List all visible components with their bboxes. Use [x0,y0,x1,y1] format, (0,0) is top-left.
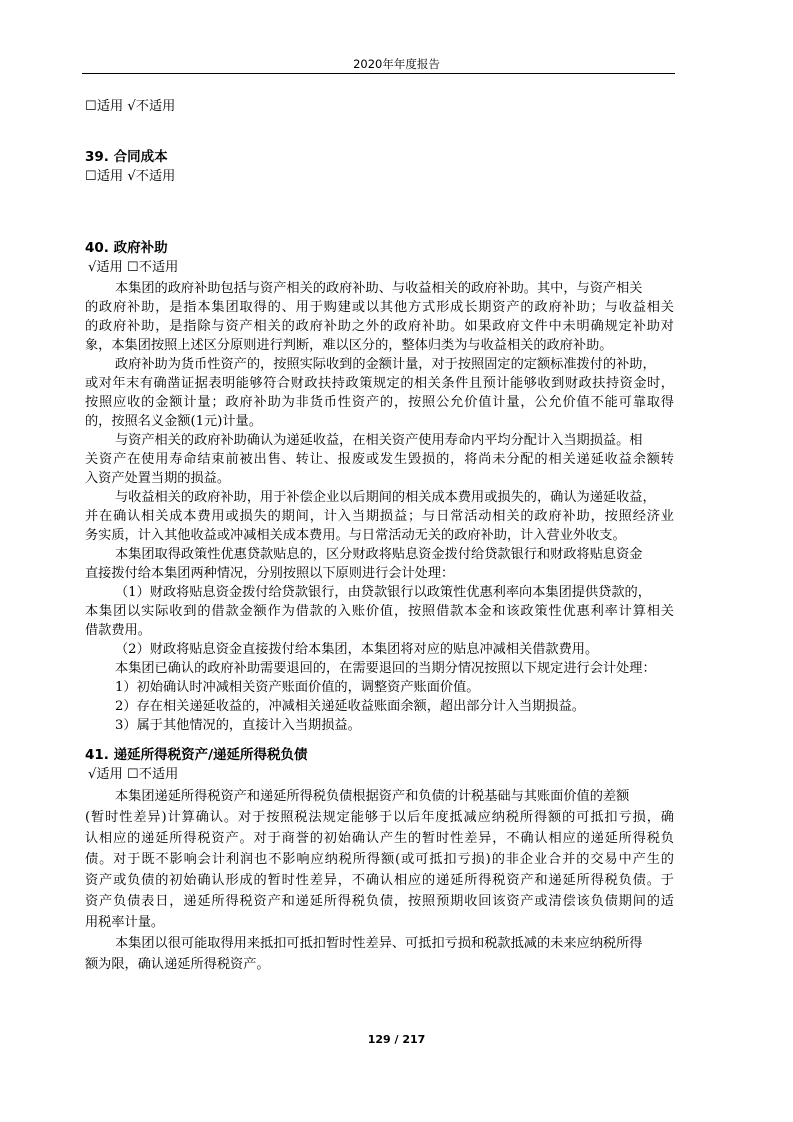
paragraph-line: 债。对于既不影响会计利润也不影响应纳税所得额(或可抵扣亏损)的非企业合并的交易中产生的 [85,852,674,867]
applicability-line: √适用 ☐不适用 [88,767,179,782]
paragraph-line: 的，按照名义金额(1元)计量。 [85,414,262,429]
paragraph-line: 资产负债表日，递延所得税资产和递延所得税负债，按照预期收回该资产或清偿该负债期间的适 [85,894,674,909]
section-heading-41: 41. 递延所得税资产/递延所得税负债 [85,747,308,763]
paragraph-line: 本集团已确认的政府补助需要退回的，在需要退回的当期分情况按照以下规定进行会计处理： [115,661,656,676]
applicability-line: ☐适用 √不适用 [85,99,176,114]
paragraph-line: 认相应的递延所得税资产。对于商誉的初始确认产生的暂时性差异，不确认相应的递延所得税负 [85,831,674,846]
paragraph-line: 并在确认相关成本费用或损失的期间，计入当期损益；与日常活动相关的政府补助，按照经济业 [85,509,674,524]
paragraph-line: 3）属于其他情况的，直接计入当期损益。 [115,718,361,733]
paragraph-line: 1）初始确认时冲减相关资产账面价值的，调整资产账面价值。 [115,680,480,695]
section-heading-40: 40. 政府补助 [85,240,168,256]
paragraph-line: 本集团以实际收到的借款金额作为借款的入账价值，按照借款本金和该政策性优惠利率计算相关 [85,604,674,619]
paragraph-line: （1）财政将贴息资金拨付给贷款银行，由贷款银行以政策性优惠利率向本集团提供贷款的， [115,585,651,600]
paragraph-line: 关资产在使用寿命结束前被出售、转让、报废或发生毁损的，将尚未分配的相关递延收益余额转 [85,452,674,467]
paragraph-line: 资产或负债的初始确认形成的暂时性差异，不确认相应的递延所得税资产和递延所得税负债。于 [85,873,674,888]
paragraph-line: 额为限，确认递延所得税资产。 [85,957,270,972]
paragraph-line: 入资产处置当期的损益。 [85,471,231,486]
header-divider [82,73,675,74]
paragraph-line: （2）财政将贴息资金直接拨付给本集团，本集团将对应的贴息冲减相关借款费用。 [115,642,599,657]
section-heading-39: 39. 合同成本 [85,149,168,165]
paragraph-line: 的政府补助，是指本集团取得的、用于购建或以其他方式形成长期资产的政府补助；与收益相关 [85,300,674,315]
applicability-line: ☐适用 √不适用 [85,169,176,184]
paragraph-line: 与资产相关的政府补助确认为递延收益，在相关资产使用寿命内平均分配计入当期损益。相 [115,433,643,448]
paragraph-line: 与收益相关的政府补助，用于补偿企业以后期间的相关成本费用或损失的，确认为递延收益， [115,490,656,505]
paragraph-line: 本集团以很可能取得用来抵扣可抵扣暂时性差异、可抵扣亏损和税款抵减的未来应纳税所得 [115,936,643,951]
paragraph-line: (暂时性差异)计算确认。对于按照税法规定能够于以后年度抵减应纳税所得额的可抵扣亏损，确 [85,810,674,825]
paragraph-line: 直接拨付给本集团两种情况，分别按照以下原则进行会计处理： [85,566,455,581]
paragraph-line: 政府补助为货币性资产的，按照实际收到的金额计量，对于按照固定的定额标准拨付的补助， [115,357,656,372]
paragraph-line: 用税率计量。 [85,915,165,930]
applicability-line: √适用 ☐不适用 [88,260,179,275]
report-header-title: 2020年年度报告 [353,57,440,71]
paragraph-line: 或对年末有确凿证据表明能够符合财政扶持政策规定的相关条件且预计能够收到财政扶持资金时， [85,376,674,391]
paragraph-line: 本集团递延所得税资产和递延所得税负债根据资产和负债的计税基础与其账面价值的差额 [115,789,630,804]
paragraph-line: 借款费用。 [85,623,151,638]
paragraph-line: 按照应收的金额计量；政府补助为非货币性资产的，按照公允价值计量，公允价值不能可靠取得 [85,395,674,410]
page-number: 129 / 217 [367,1033,426,1046]
paragraph-line: 务实质，计入其他收益或冲减相关成本费用。与日常活动无关的政府补助，计入营业外收支。 [85,528,626,543]
paragraph-line: 的政府补助，是指除与资产相关的政府补助之外的政府补助。如果政府文件中未明确规定补助对 [85,319,674,334]
paragraph-line: 本集团取得政策性优惠贷款贴息的，区分财政将贴息资金拨付给贷款银行和财政将贴息资金 [115,547,643,562]
paragraph-line: 本集团的政府补助包括与资产相关的政府补助、与收益相关的政府补助。其中，与资产相关 [115,281,643,296]
paragraph-line: 2）存在相关递延收益的，冲减相关递延收益账面余额，超出部分计入当期损益。 [115,699,585,714]
paragraph-line: 象，本集团按照上述区分原则进行判断，难以区分的，整体归类为与收益相关的政府补助。 [85,338,613,353]
